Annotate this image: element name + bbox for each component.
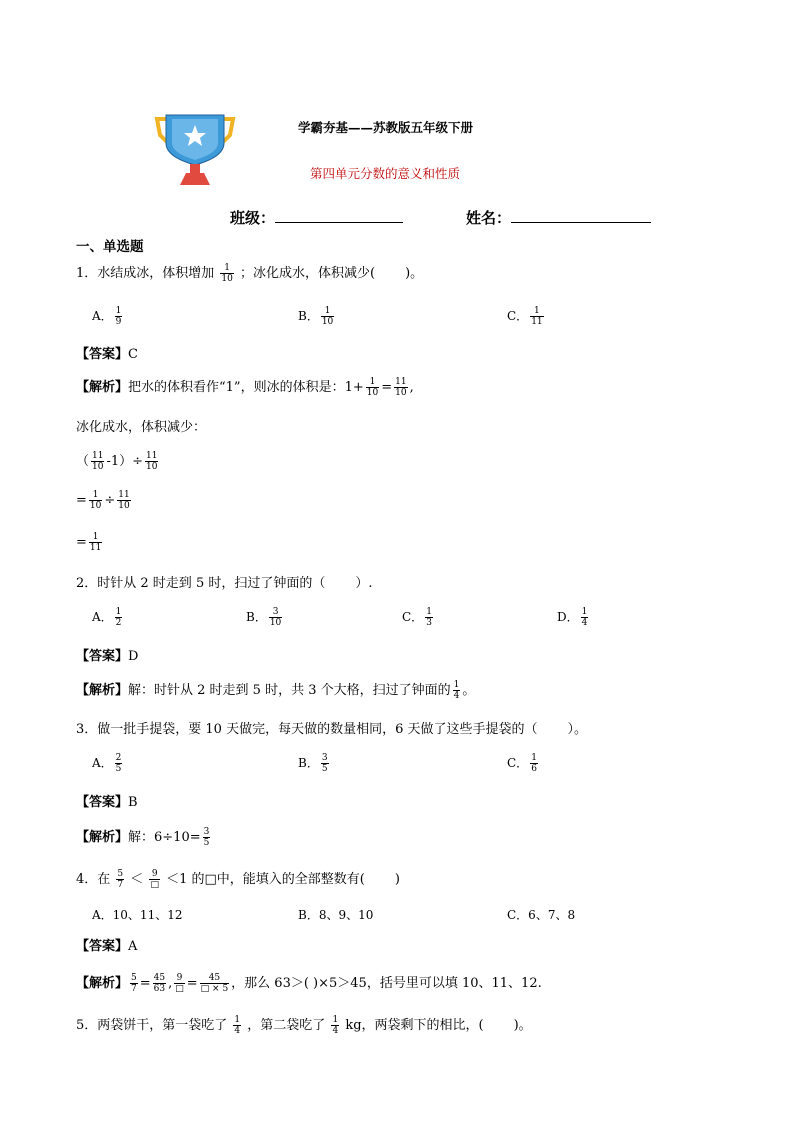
q4-analysis: 【解析】 $\frac{5}{7}$ = $\frac{45}{63}$ , $\frac{9}{□}$ = $\frac{45}{□ \times 5}$ ，那么 63＞( )×5＞45，括号里可以填 10、11、12. xyxy=(76,973,542,994)
q1-step-1: （ $\frac{11}{10}$ -1）÷ $\frac{11}{10}$ xyxy=(76,451,158,472)
analysis-tag: 【解析】 xyxy=(76,683,129,698)
class-blank[interactable] xyxy=(275,208,403,223)
q3-analysis: 【解析】解：6÷10= $\frac{3}{5}$ xyxy=(76,827,210,848)
q1-step-3: = $\frac{1}{11}$ xyxy=(76,532,102,553)
name-label: 姓名： xyxy=(466,209,512,227)
q1-option-b[interactable]: B． $\frac{1}{10}$ xyxy=(298,306,334,327)
q1-step-2: = $\frac{1}{10}$ ÷ $\frac{11}{10}$ xyxy=(76,490,130,511)
q2-option-b[interactable]: B． $\frac{3}{10}$ xyxy=(246,607,282,628)
answer-value: A xyxy=(128,939,138,954)
answer-value: B xyxy=(128,795,138,810)
page-subtitle: 第四单元分数的意义和性质 xyxy=(310,166,461,181)
q1-option-a[interactable]: A． $\frac{1}{9}$ xyxy=(92,306,122,327)
q3-option-b[interactable]: B． $\frac{3}{5}$ xyxy=(298,753,328,774)
question-1: 1．水结成冰，体积增加 $\frac{1}{10}$ ；冰化成水，体积减少( )。 xyxy=(76,263,424,284)
answer-value: D xyxy=(128,649,139,664)
q2-option-d[interactable]: D． $\frac{1}{4}$ xyxy=(557,607,588,628)
answer-tag: 【答案】 xyxy=(76,649,129,664)
fraction: $\frac{1}{10}$ xyxy=(221,263,233,284)
trophy-logo xyxy=(154,113,236,187)
name-blank[interactable] xyxy=(511,208,651,223)
q1-analysis-line2: 冰化成水，体积减少： xyxy=(76,420,207,435)
name-field xyxy=(466,207,651,228)
question-2: 2．时针从 2 时走到 5 时，扫过了钟面的（ ）. xyxy=(76,576,373,591)
trophy-base xyxy=(180,173,210,185)
q3-option-c[interactable]: C． $\frac{1}{6}$ xyxy=(507,753,537,774)
class-label: 班级： xyxy=(230,209,276,227)
class-field xyxy=(230,207,403,228)
answer-tag: 【答案】 xyxy=(76,795,129,810)
analysis-tag: 【解析】 xyxy=(76,976,129,991)
q1-option-c[interactable]: C． $\frac{1}{11}$ xyxy=(507,306,543,327)
q4-answer xyxy=(76,935,137,954)
q2-option-c[interactable]: C． $\frac{1}{3}$ xyxy=(402,607,432,628)
q2-analysis: 【解析】解：时针从 2 时走到 5 时，共 3 个大格，扫过了钟面的 $\frac{1}{4}$ 。 xyxy=(76,680,476,701)
trophy-stem xyxy=(190,164,200,174)
q1-answer xyxy=(76,343,138,362)
analysis-tag: 【解析】 xyxy=(76,380,129,395)
q4-option-c[interactable]: C．6、7、8 xyxy=(507,908,576,922)
question-4: 4．在 $\frac{5}{7}$ ＜ $\frac{9}{□}$ ＜1 的□中，能填入的全部整数有( ) xyxy=(76,869,400,890)
q3-option-a[interactable]: A． $\frac{2}{5}$ xyxy=(92,753,122,774)
analysis-tag: 【解析】 xyxy=(76,830,129,845)
question-3: 3．做一批手提袋，要 10 天做完，每天做的数量相同，6 天做了这些手提袋的（ ）。 xyxy=(76,722,587,737)
page-title: 学霸夯基——苏教版五年级下册 xyxy=(298,120,474,135)
question-1-text: 1．水结成冰，体积增加 xyxy=(76,266,215,281)
answer-tag: 【答案】 xyxy=(76,939,129,954)
question-5: 5．两袋饼干，第一袋吃了 $\frac{1}{4}$ ，第二袋吃了 $\frac{1}{4}$ kg，两袋剩下的相比，( )。 xyxy=(76,1015,532,1036)
answer-value: C xyxy=(128,347,138,362)
section-heading: 一、单选题 xyxy=(76,239,144,255)
q4-option-a[interactable]: A．10、11、12 xyxy=(92,908,183,922)
answer-tag: 【答案】 xyxy=(76,347,129,362)
q2-answer xyxy=(76,645,138,664)
q2-option-a[interactable]: A． $\frac{1}{2}$ xyxy=(92,607,122,628)
q3-answer xyxy=(76,791,138,810)
q4-option-b[interactable]: B．8、9、10 xyxy=(298,908,374,922)
q1-analysis: 【解析】把水的体积看作“1”，则冰的体积是：1+ $\frac{1}{10}$ = $\frac{11}{10}$ , xyxy=(76,377,414,398)
